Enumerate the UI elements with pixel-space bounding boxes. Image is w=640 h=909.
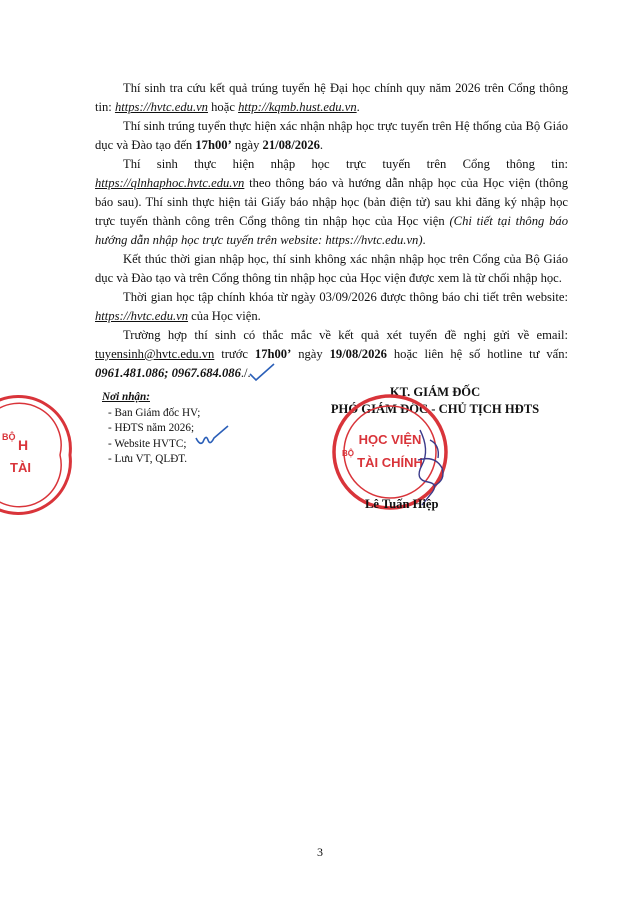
paragraph-study-start: Thời gian học tập chính khóa từ ngày 03/09/2026 được thông báo chi tiết trên website: https://hvtc.edu.vn của Học viện. — [95, 290, 568, 323]
hvtc-link[interactable]: https://hvtc.edu.vn — [114, 100, 208, 114]
stamp-left-text: BỘ — [342, 449, 354, 458]
partial-stamp-left — [0, 400, 80, 510]
paragraph-results-lookup: Thí sinh tra cứu kết quả trúng tuyển hệ Đại học chính quy năm 2026 trên Cổng thông tin: https://hvtc.edu.vn hoặc http://kqmb.hust.edu.vn. — [95, 81, 568, 114]
partial-stamp-left-text: BỘ — [2, 432, 16, 442]
signature-line2: PHÓ GIÁM ĐỐC - CHỦ TỊCH HĐTS — [330, 402, 540, 416]
details-note: (Chi tiết tại thông báo hướng dẫn nhập học trực tuyến trên website: https://hvtc.edu.vn) — [95, 214, 568, 247]
stamp-top-text: HỌC VIỆN — [358, 432, 422, 447]
recipient-item: - HĐTS năm 2026; — [108, 422, 195, 434]
partial-stamp-top-text: H — [18, 437, 29, 453]
recipient-item: - Website HVTC; — [108, 437, 187, 450]
paragraph-enrollment-end: Kết thúc thời gian nhập học, thí sinh không xác nhận nhập học trên Cổng của Bộ Giáo dục và Đào tạo và trên Cổng thông tin nhập học của Học viện được xem là từ chối nhập học. — [95, 252, 568, 285]
signature-line1: KT. GIÁM ĐỐC — [389, 385, 481, 399]
check-mark-recipients — [192, 422, 232, 452]
email-link[interactable]: tuyensinh@hvtc.edu.vn — [95, 347, 215, 361]
page-number: 3 — [317, 845, 323, 859]
signer-name: Lê Tuấn Hiệp — [365, 497, 439, 511]
recipients-block — [102, 390, 200, 468]
check-mark-paragraph — [248, 362, 278, 384]
stamp-bottom-text: TÀI CHÍNH — [357, 455, 423, 470]
paragraph-confirm-enrollment: Thí sinh trúng tuyển thực hiện xác nhận nhập học trực tuyến trên Hệ thống của Bộ Giáo dục và Đào tạo đến 17h00’ ngày 21/08/2026. — [95, 119, 568, 152]
recipient-item: - Ban Giám đốc HV; — [108, 406, 201, 419]
recipient-item: - Lưu VT, QLĐT. — [108, 453, 188, 465]
paragraph-online-enrollment: Thí sinh thực hiện nhập học trực tuyến trên Cổng thông tin: https://qlnhaphoc.hvtc.edu.vn theo thông báo và hướng dẫn nhập học của Học viện (thông báo sau). Thí sinh thực hiện tải Giấy báo nhập học (bản điện tử) sau khi đăng ký nhập học trực tuyến thành công trên Cổng thông tin nhập học của Học viện (Chi tiết tại thông báo hướng dẫn nhập học trực tuyến trên website: https://hvtc.edu.vn). — [95, 157, 568, 247]
kqmb-link[interactable]: http://kqmb.hust.edu.vn — [238, 100, 357, 114]
paragraph-contact: Trường hợp thí sinh có thắc mắc về kết quả xét tuyển đề nghị gửi về email: tuyensinh@hvtc.edu.vn trước 17h00’ ngày 19/08/2026 hoặc liên hệ số hotline tư vấn: 0961.481.086; 0967.684.086./. — [95, 328, 569, 380]
hotline-numbers: 0961.481.086; 0967.684.086 — [95, 366, 241, 380]
recipients-title: Nơi nhận: — [102, 391, 150, 403]
qlnhaphoc-link[interactable]: https://qlnhaphoc.hvtc.edu.vn — [95, 176, 245, 190]
hvtc-website-link[interactable]: https://hvtc.edu.vn — [95, 309, 189, 323]
partial-stamp-bottom-text: TÀI — [10, 460, 31, 475]
